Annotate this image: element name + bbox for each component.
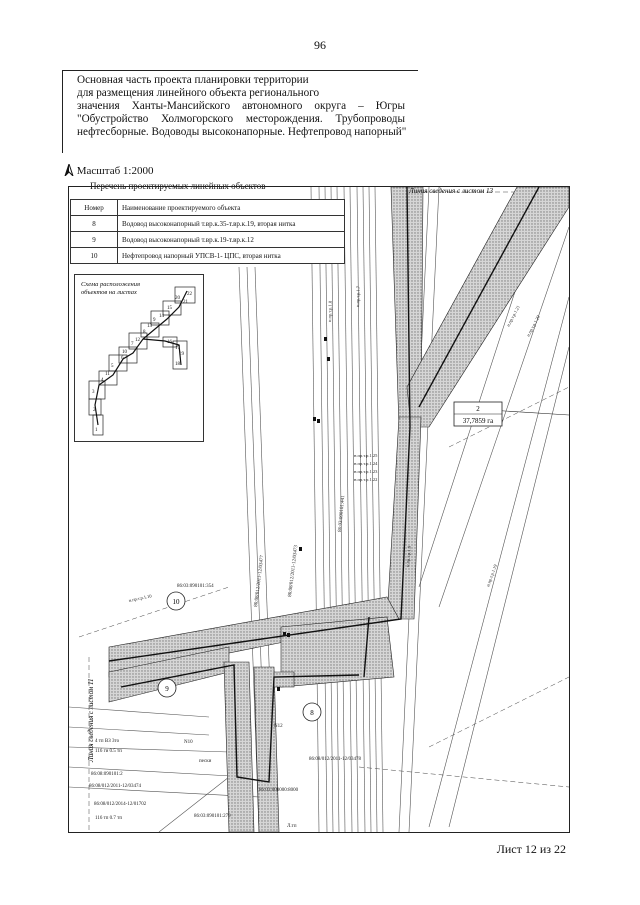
pipeline-label: н.пр.т.р.1.19 <box>485 563 498 588</box>
svg-text:8: 8 <box>310 709 314 717</box>
objects-table <box>70 199 345 264</box>
pipeline-label: н.пр.т.р.1.25 <box>354 453 378 458</box>
area-label <box>454 402 569 426</box>
table-cell-name: Водовод высоконапорный т.вр.к.19-т.вр.к.12 <box>118 232 345 248</box>
pipeline-label: н.пр.т.р.1.8 <box>327 300 333 323</box>
cadastral-label: 86:08/012/2011-12/03478 <box>309 757 362 762</box>
svg-text:10: 10 <box>172 598 180 606</box>
svg-text:13: 13 <box>147 324 152 329</box>
misc-label: 116 тп 0.7 тп <box>95 816 123 821</box>
misc-label: 116 ги 0.5 тп <box>95 749 122 754</box>
table-cell-name: Водовод высоконапорный т.вр.к.35-т.вр.к.19, вторая нитка <box>118 216 345 232</box>
misc-label: 4 тп ВЗ 3то <box>95 739 120 744</box>
table-row <box>71 248 345 264</box>
misc-label: пески <box>199 759 212 764</box>
svg-text:12: 12 <box>135 338 140 343</box>
svg-text:18: 18 <box>175 362 180 367</box>
table-cell-name: Нефтепровод напорный УПСВ-1- ЦПС, вторая нитка <box>118 248 345 264</box>
table-cell-number: 8 <box>71 216 118 232</box>
cadastral-label: 86:08/012/2014-12/01702 <box>94 802 147 807</box>
cadastral-label: 86:08/012/2011-12/03477 <box>254 554 266 608</box>
cadastral-label: 86:03:000000:8000 <box>259 788 299 793</box>
table-header-number: Номер <box>71 200 118 216</box>
pipeline-label: н.пр.т.р.1.7 <box>355 285 361 308</box>
pipeline-label: н.пр.т.р.1.21 <box>505 304 521 328</box>
svg-text:6: 6 <box>121 356 124 361</box>
svg-text:10: 10 <box>122 350 127 355</box>
svg-text:22: 22 <box>187 292 192 297</box>
north-arrow-icon <box>64 164 74 176</box>
pipeline-label: н.пр.т.р.1.9 <box>405 545 412 568</box>
object-marker-10 <box>167 592 185 610</box>
svg-text:19: 19 <box>179 352 184 357</box>
cadastral-label: 86:03:090101:441 <box>338 495 347 533</box>
sheet-layout-inset <box>74 274 204 442</box>
svg-text:1: 1 <box>95 428 98 433</box>
table-row <box>71 232 345 248</box>
scale-label: Масштаб 1:2000 <box>64 164 154 177</box>
pipeline-label: н.пр.т.р.1.20 <box>525 314 541 338</box>
sheet-footer: Лист 12 из 22 <box>496 842 566 856</box>
svg-text:7: 7 <box>131 342 134 347</box>
pipeline-label: н.пр.т.р.1.24 <box>354 461 378 466</box>
page-number: 96 <box>314 38 326 52</box>
svg-text:21: 21 <box>183 300 188 305</box>
header-line-5: нефтесборные. Водоводы высоконапорные. Нефтепровод напорный" <box>77 126 407 138</box>
table-header-name: Наименование проектируемого объекта <box>118 200 345 216</box>
misc-label: N12 <box>274 724 283 729</box>
svg-text:14: 14 <box>159 314 164 319</box>
svg-text:11: 11 <box>105 372 110 377</box>
pipeline-label: н.пр.т.р.1.22 <box>354 477 378 482</box>
cadastral-label: 86:03:090101:279 <box>194 814 231 819</box>
inset-sheet-outlines <box>89 287 195 435</box>
object-marker-8 <box>303 703 321 721</box>
inset-title: Схема расположения объектов на листах <box>81 281 141 296</box>
inset-sheet-numbers <box>92 292 193 433</box>
cadastral-label: 86:08:090101:2 <box>91 772 123 777</box>
match-line-left-label: Линия сведения с листом 11 <box>87 678 95 762</box>
table-cell-number: 9 <box>71 232 118 248</box>
svg-text:17: 17 <box>175 346 180 351</box>
cadastral-label: 86:03:090101:354 <box>177 584 214 589</box>
misc-label: N10 <box>184 740 193 745</box>
table-cell-number: 10 <box>71 248 118 264</box>
table-header-row <box>71 200 345 216</box>
svg-text:2: 2 <box>93 408 96 413</box>
svg-text:5: 5 <box>111 364 114 369</box>
match-line-top-label: Линия сведения с листом 13 <box>409 187 494 195</box>
svg-text:9: 9 <box>153 318 156 323</box>
table-row <box>71 216 345 232</box>
area-label-number: 2 <box>476 405 480 413</box>
document-header <box>62 70 418 153</box>
cadastral-label: 86:08/012/2011-12/03474 <box>89 784 142 789</box>
object-marker-9 <box>158 679 176 697</box>
inset-diagram <box>75 275 203 441</box>
svg-text:9: 9 <box>165 685 169 693</box>
svg-text:16: 16 <box>167 340 172 345</box>
pipeline-label: н.пр.т.р.1.10 <box>128 593 153 603</box>
header-line-3: значения Ханты-Мансийского автономного округа – Югры <box>77 100 405 112</box>
area-label-value: 37,7859 га <box>462 417 494 425</box>
svg-text:4: 4 <box>101 378 104 383</box>
misc-label: Л.тп <box>287 824 297 829</box>
svg-text:20: 20 <box>175 296 180 301</box>
objects-table-title: Перечень проектируемых линейных объектов <box>90 181 266 191</box>
cadastral-label: 86:08/012/2011-12/03473 <box>288 544 300 598</box>
svg-text:15: 15 <box>167 306 172 311</box>
header-line-1: Основная часть проекта планировки территории <box>77 74 309 86</box>
header-line-4: "Обустройство Холмогорского месторождения. Трубопроводы <box>77 113 405 125</box>
pipeline-label: н.пр.т.р.1.23 <box>354 469 378 474</box>
svg-text:3: 3 <box>92 390 95 395</box>
header-line-2: для размещения линейного объекта регионального <box>77 87 320 99</box>
svg-text:8: 8 <box>143 330 146 335</box>
